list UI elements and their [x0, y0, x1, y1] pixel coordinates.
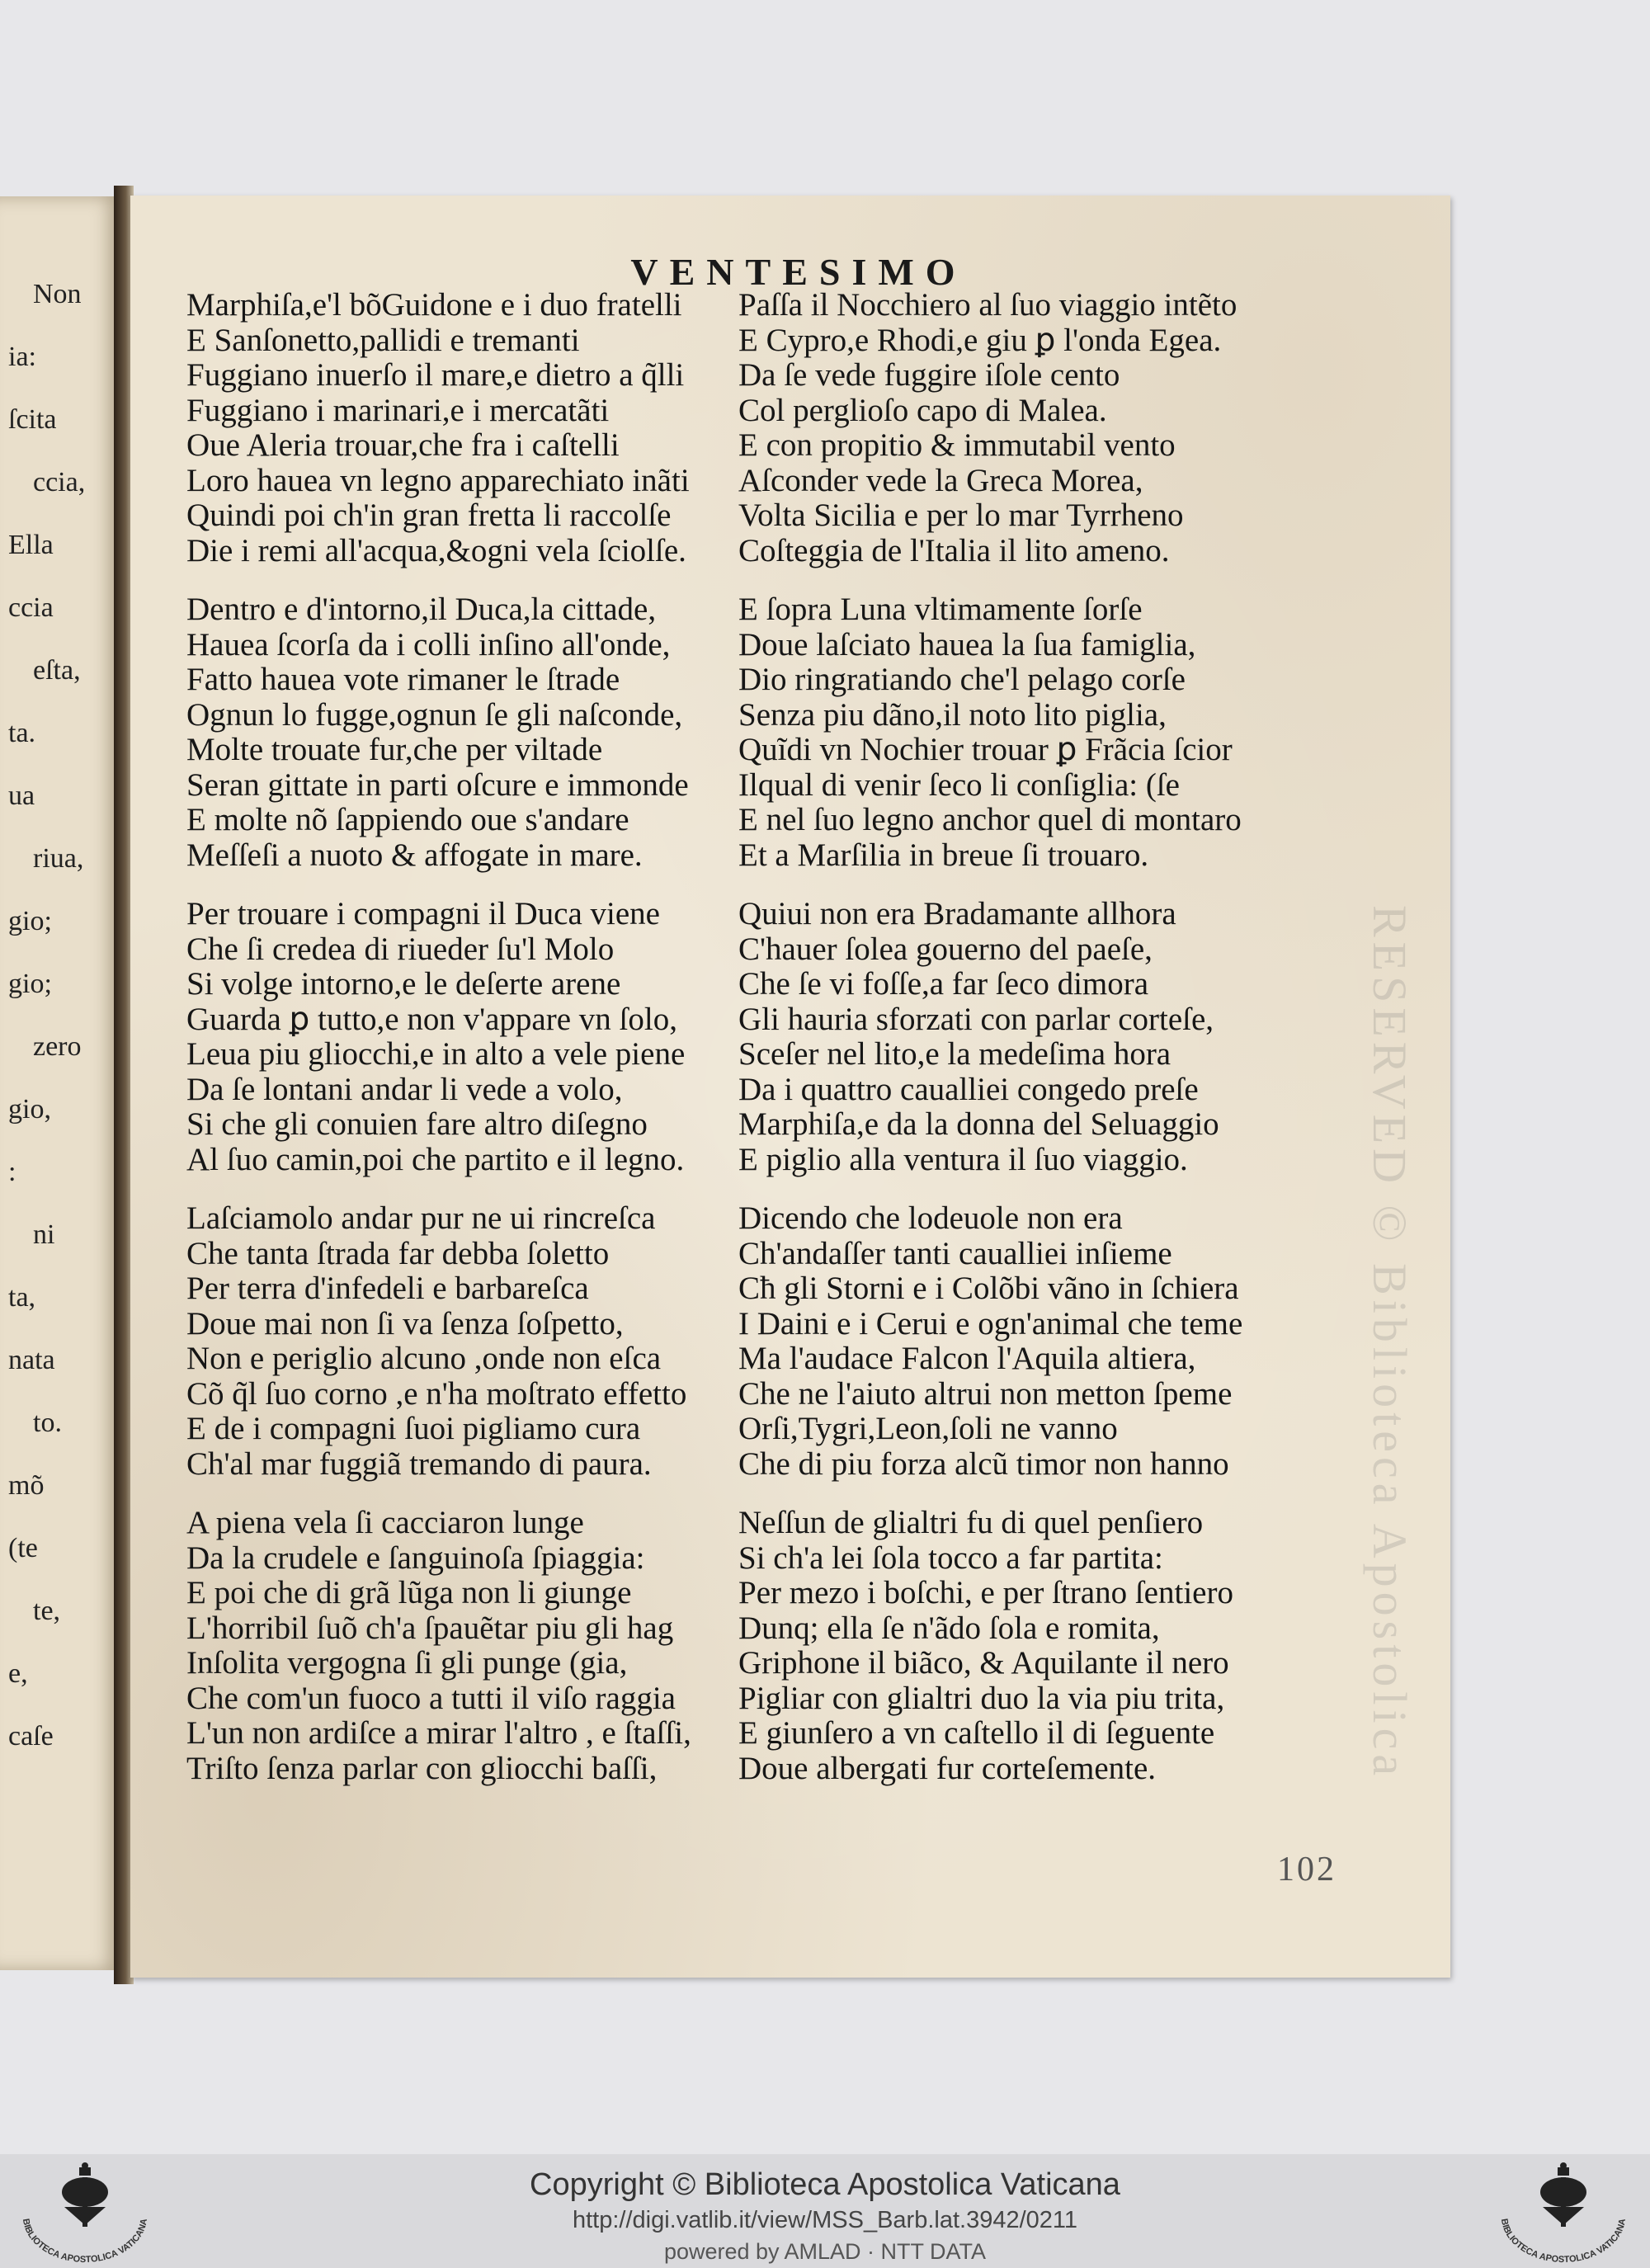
- verse-line: Che ne l'aiuto altrui non metton ſpeme: [738, 1375, 1233, 1412]
- verse-line: Ch'al mar fuggiã tremando di paura.: [186, 1445, 652, 1482]
- facing-page-text: ccia: [8, 592, 54, 623]
- verse-line: Col perglioſo capo di Malea.: [738, 392, 1107, 428]
- verse-line: Marphiſa,e da la donna del Seluaggio: [738, 1106, 1219, 1142]
- verse-line: Paſſa il Nocchiero al ſuo viaggio intẽto: [738, 287, 1238, 323]
- verse-line: E giunſero a vn caſtello il di ſeguente: [738, 1715, 1215, 1751]
- verse-line: Da i quattro caualliei congedo preſe: [738, 1071, 1199, 1107]
- facing-page-text: ua: [8, 780, 35, 811]
- verse-line: Molte trouate fur,che per viltade: [186, 732, 603, 767]
- verse-line: Dentro e d'intorno,il Duca,la cittade,: [186, 592, 657, 627]
- verse-line: E molte nõ ſappiendo oue s'andare: [186, 802, 629, 837]
- stanza: [738, 1201, 1423, 1482]
- verse-line: Che ſi credea di riueder ſu'l Molo: [186, 931, 615, 967]
- verse-line: Dunq; ella ſe n'ãdo ſola e romita,: [738, 1610, 1160, 1646]
- verse-line: E nel ſuo legno anchor quel di montaro: [738, 802, 1242, 837]
- verse-line: Cħ gli Storni e i Colõbi vãno in ſchiera: [738, 1271, 1239, 1306]
- page-url[interactable]: http://digi.vatlib.it/view/MSS_Barb.lat.3942/0211: [572, 2207, 1078, 2233]
- folio-number: 102: [1277, 1851, 1336, 1888]
- svg-text:BIBLIOTECA APOSTOLICA VATICANA: BIBLIOTECA APOSTOLICA VATICANA: [20, 2218, 150, 2266]
- stanza: [186, 288, 739, 568]
- facing-page-fragment: [0, 196, 124, 1970]
- facing-page-text: (te: [8, 1533, 38, 1563]
- facing-page-text: mõ: [8, 1470, 45, 1501]
- verse-line: Coſteggia de l'Italia il lito ameno.: [738, 532, 1170, 568]
- facing-page-text: ta.: [8, 718, 36, 748]
- verse-line: Per terra d'infedeli e barbareſca: [186, 1271, 589, 1306]
- verse-line: Orſi,Tygri,Leon,ſoli ne vanno: [738, 1411, 1118, 1446]
- powered-by-text: powered by AMLAD · NTT DATA: [663, 2239, 987, 2264]
- verse-line: A piena vela ſi cacciaron lunge: [186, 1505, 584, 1540]
- footer-bar: [0, 2154, 1650, 2268]
- verse-line: Quindi poi ch'in gran fretta li raccolſe: [186, 497, 672, 533]
- left-column: [186, 288, 739, 1810]
- verse-line: Da la crudele e ſanguinoſa ſpiaggia:: [186, 1540, 645, 1576]
- verse-line: Cõ q̃l ſuo corno ,e n'ha moſtrato effetto: [186, 1375, 687, 1412]
- verse-line: Gli hauria sforzati con parlar corteſe,: [738, 1001, 1214, 1037]
- verse-line: Per mezo i boſchi, e per ſtrano ſentiero: [738, 1575, 1233, 1610]
- verse-line: E Sanſonetto,pallidi e tremanti: [186, 322, 580, 358]
- verse-line: Dio ringratiando che'l pelago corſe: [738, 662, 1186, 697]
- verse-line: Si volge intorno,e le deſerte arene: [186, 966, 621, 1002]
- facing-page-text: gio;: [8, 969, 52, 999]
- stanza: [186, 897, 739, 1177]
- facing-page-text: ni: [33, 1219, 55, 1250]
- verse-line: Loro hauea vn legno apparechiato inãti: [186, 462, 690, 498]
- verse-line: Fuggiano i marinari,e i mercatãti: [186, 392, 610, 428]
- verse-line: Ma l'audace Falcon l'Aquila altiera,: [738, 1341, 1196, 1376]
- book-page: [130, 196, 1450, 1978]
- verse-line: Quiui non era Bradamante allhora: [738, 896, 1176, 931]
- verse-line: Volta Sicilia e per lo mar Tyrrheno: [738, 497, 1184, 533]
- right-column: [738, 288, 1423, 1810]
- verse-line: E de i compagni ſuoi pigliamo cura: [186, 1411, 641, 1446]
- copyright-text: Copyright © Biblioteca Apostolica Vaticana: [530, 2167, 1120, 2202]
- stanza: [186, 592, 739, 873]
- stanza: [738, 288, 1423, 568]
- stanza: [738, 592, 1423, 873]
- verse-line: Die i remi all'acqua,&ogni vela ſciolſe.: [186, 532, 686, 568]
- verse-line: C'hauer ſolea gouerno del paeſe,: [738, 931, 1153, 967]
- verse-line: Che tanta ſtrada far debba ſoletto: [186, 1235, 610, 1271]
- verse-line: E Cypro,e Rhodi,e giu ꝑ l'onda Egea.: [738, 322, 1222, 358]
- verse-line: Doue mai non ſi va ſenza ſoſpetto,: [186, 1305, 624, 1341]
- verse-line: Che ſe vi foſſe,a far ſeco dimora: [738, 966, 1149, 1002]
- facing-page-text: ſcita: [8, 404, 57, 435]
- facing-page-text: ia:: [8, 342, 36, 372]
- verse-line: Marphiſa,e'l bõGuidone e i duo fratelli: [186, 287, 682, 323]
- verse-line: Aſconder vede la Greca Morea,: [738, 462, 1143, 498]
- verse-line: Et a Marſilia in breue ſi trouaro.: [738, 837, 1149, 873]
- verse-line: Che di piu forza alcũ timor non hanno: [738, 1445, 1229, 1482]
- facing-page-text: nata: [8, 1345, 55, 1375]
- verse-line: Ognun lo fugge,ognun ſe gli naſconde,: [186, 696, 683, 733]
- verse-line: Da ſe lontani andar li vede a volo,: [186, 1071, 623, 1107]
- verse-line: Non e periglio alcuno ,onde non eſca: [186, 1341, 662, 1376]
- facing-page-text: eſta,: [33, 655, 81, 686]
- stanza: [738, 897, 1423, 1177]
- stanza: [186, 1201, 739, 1482]
- verse-line: Seran gittate in parti oſcure e immonde: [186, 766, 689, 803]
- verse-line: E con propitio & immutabil vento: [738, 427, 1176, 463]
- verse-line: Meſſeſi a nuoto & affogate in mare.: [186, 837, 643, 873]
- facing-page-text: Non: [33, 279, 82, 309]
- verse-line: Per trouare i compagni il Duca viene: [186, 896, 660, 931]
- verse-line: Al ſuo camin,poi che partito e il legno.: [186, 1141, 685, 1177]
- verse-line: Inſolita vergogna ſi gli punge (gia,: [186, 1645, 628, 1681]
- verse-line: Sceſer nel lito,e la medeſima hora: [738, 1036, 1172, 1072]
- facing-page-text: ta,: [8, 1282, 36, 1313]
- verse-line: L'un non ardiſce a mirar l'altro , e ſtaſſi,: [186, 1715, 691, 1751]
- verse-line: Che com'un fuoco a tutti il viſo raggia: [186, 1680, 676, 1716]
- verse-line: E piglio alla ventura il ſuo viaggio.: [738, 1141, 1188, 1177]
- facing-page-text: caſe: [8, 1721, 54, 1752]
- verse-line: Fuggiano inuerſo il mare,e dietro a q̃lli: [186, 357, 685, 393]
- verse-line: Laſciamolo andar pur ne ui rincreſca: [186, 1200, 656, 1236]
- facing-page-text: ccia,: [33, 467, 86, 497]
- running-head: VENTESIMO: [630, 251, 967, 293]
- svg-text:BIBLIOTECA APOSTOLICA VATICANA: BIBLIOTECA APOSTOLICA VATICANA: [1498, 2218, 1629, 2266]
- facing-page-text: e,: [8, 1658, 28, 1689]
- facing-page-text: :: [8, 1157, 16, 1187]
- vatican-library-seal: [1485, 2159, 1642, 2266]
- verse-line: Pigliar con glialtri duo la via piu trita,: [738, 1680, 1225, 1716]
- verse-line: Quĩdi vn Nochier trouar ꝑ Frãcia ſcior: [738, 732, 1233, 767]
- verse-line: E poi che di grã lũga non li giunge: [186, 1575, 632, 1610]
- facing-page-text: to.: [33, 1407, 62, 1438]
- facing-page-text: gio;: [8, 906, 52, 936]
- stanza: [738, 1506, 1423, 1786]
- facing-page-text: gio,: [8, 1094, 51, 1125]
- verse-line: Oue Aleria trouar,che fra i caſtelli: [186, 427, 620, 463]
- verse-line: Triſto ſenza parlar con gliocchi baſſi,: [186, 1750, 658, 1786]
- verse-line: Fatto hauea vote rimaner le ſtrade: [186, 662, 620, 697]
- verse-line: E ſopra Luna vltimamente ſorſe: [738, 592, 1143, 627]
- verse-line: L'horribil ſuõ ch'a ſpauẽtar piu gli hag: [186, 1610, 674, 1646]
- verse-line: Senza piu dãno,il noto lito piglia,: [738, 696, 1167, 733]
- verse-line: Doue albergati fur corteſemente.: [738, 1750, 1157, 1786]
- stanza: [186, 1506, 739, 1786]
- verse-line: Hauea ſcorſa da i colli inſino all'onde,: [186, 626, 671, 662]
- verse-line: I Daini e i Cerui e ogn'animal che teme: [738, 1305, 1243, 1341]
- verse-line: Dicendo che lodeuole non era: [738, 1200, 1123, 1236]
- verse-line: Si che gli conuien fare altro diſegno: [186, 1106, 648, 1142]
- verse-line: Si ch'a lei ſola tocco a far partita:: [738, 1540, 1163, 1576]
- verse-line: Leua piu gliocchi,e in alto a vele piene: [186, 1036, 686, 1072]
- facing-page-text: te,: [33, 1596, 61, 1626]
- verse-line: Ilqual di venir ſeco li conſiglia: (ſe: [738, 766, 1180, 803]
- facing-page-text: Ella: [8, 530, 54, 560]
- facing-page-text: riua,: [33, 843, 84, 874]
- verse-line: Griphone il biãco, & Aquilante il nero: [738, 1645, 1229, 1681]
- verse-line: Neſſun de glialtri fu di quel penſiero: [738, 1505, 1204, 1540]
- verse-line: Ch'andaſſer tanti caualliei inſieme: [738, 1235, 1172, 1271]
- verse-line: Da ſe vede fuggire iſole cento: [738, 357, 1120, 393]
- watermark: RESERVED © Biblioteca Apostolica: [1363, 905, 1417, 1781]
- verse-line: Guarda ꝑ tutto,e non v'appare vn ſolo,: [186, 1001, 677, 1037]
- facing-page-text: zero: [33, 1031, 82, 1062]
- verse-line: Doue laſciato hauea la ſua famiglia,: [738, 626, 1196, 662]
